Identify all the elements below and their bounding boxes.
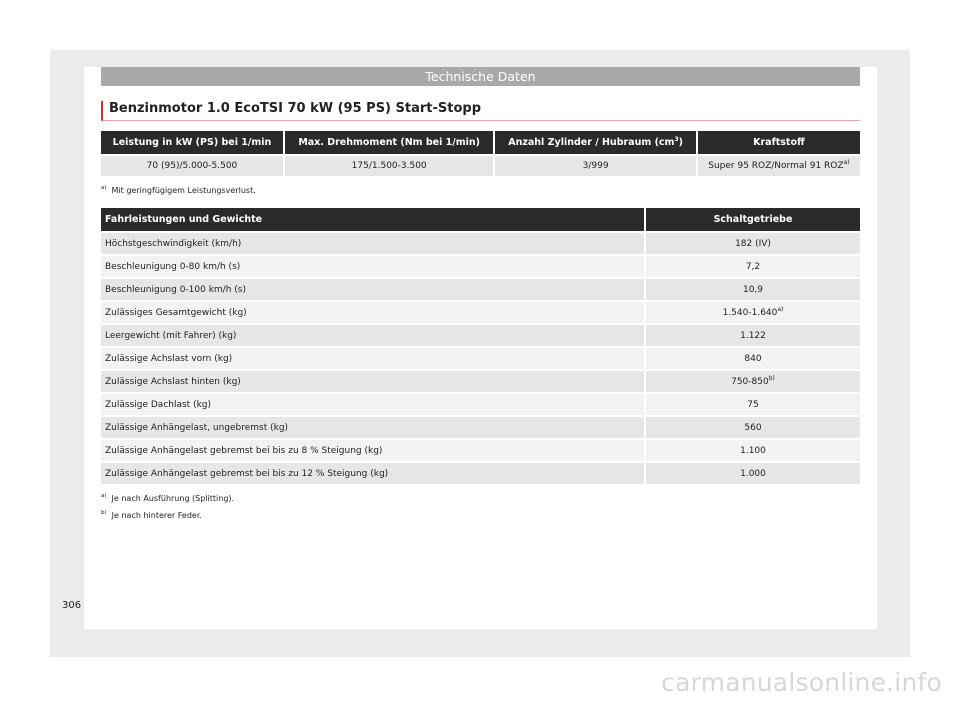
row-label: Zulässige Anhängelast gebremst bei bis zu 12 % Steigung (kg) (101, 463, 644, 486)
table-header-row (101, 208, 860, 233)
value-text: 1.122 (740, 330, 766, 341)
table-header-row (101, 131, 860, 156)
page-number: 306 (62, 600, 82, 611)
row-value (646, 348, 860, 371)
performance-footnote-b (101, 511, 202, 520)
engine-footnote (101, 186, 256, 195)
row-value (646, 417, 860, 440)
document-page (84, 67, 877, 629)
footnote-text: Je nach hinterer Feder. (111, 511, 202, 520)
column-header-performance: Fahrleistungen und Gewichte (101, 208, 644, 233)
footnote-marker: a) (101, 493, 107, 500)
performance-footnote-a (101, 494, 234, 503)
fuel-value: Super 95 ROZ/Normal 91 ROZ (708, 161, 844, 171)
value-text: 560 (744, 422, 762, 433)
value-text: 10,9 (742, 284, 764, 295)
value-text: 750-850 (731, 376, 769, 387)
table-row (101, 233, 860, 256)
row-label: Leergewicht (mit Fahrer) (kg) (101, 325, 644, 348)
cylinders-value: 3/999 (495, 156, 695, 176)
row-label: Höchstgeschwindigkeit (km/h) (101, 233, 644, 256)
row-value (646, 325, 860, 348)
footnote-text: Je nach Ausführung (Splitting). (111, 494, 235, 503)
row-label: Zulässige Dachlast (kg) (101, 394, 644, 417)
row-value (646, 440, 860, 463)
table-row (101, 371, 860, 394)
watermark-text: carmanualsonline.info (661, 668, 942, 697)
table-row (101, 463, 860, 486)
row-value (646, 256, 860, 279)
table-row (101, 325, 860, 348)
value-text: 1.000 (740, 468, 766, 479)
table-row (101, 256, 860, 279)
column-header-cylinders (495, 131, 695, 156)
power-value: 70 (95)/5.000-5.500 (101, 156, 283, 176)
row-value (646, 279, 860, 302)
row-label: Zulässige Achslast hinten (kg) (101, 371, 644, 394)
row-value (646, 302, 860, 325)
engine-title: Benzinmotor 1.0 EcoTSI 70 kW (95 PS) Start-Stopp (101, 101, 860, 121)
row-value (646, 463, 860, 486)
row-label: Zulässige Achslast vorn (kg) (101, 348, 644, 371)
table-row (101, 348, 860, 371)
engine-specs-table (99, 131, 862, 176)
section-header: Technische Daten (101, 67, 860, 86)
page-frame (50, 50, 910, 657)
column-header-transmission: Schaltgetriebe (646, 208, 860, 233)
value-footnote: a) (777, 305, 784, 313)
footnote-marker: b) (101, 510, 107, 517)
value-text: 7,2 (745, 261, 761, 272)
footnote-marker: a) (101, 185, 107, 192)
row-value (646, 371, 860, 394)
cylinders-header-text: Anzahl Zylinder / Hubraum (cm (508, 137, 675, 148)
row-value (646, 394, 860, 417)
column-header-fuel: Kraftstoff (698, 131, 860, 156)
footnote-text: Mit geringfügigem Leistungsverlust. (111, 186, 256, 195)
fuel-footnote-ref: a) (843, 159, 850, 166)
performance-weights-table (99, 208, 862, 486)
cylinders-header-suffix: ) (678, 137, 683, 148)
table-row (101, 394, 860, 417)
row-label: Beschleunigung 0-80 km/h (s) (101, 256, 644, 279)
column-header-torque: Max. Drehmoment (Nm bei 1/min) (285, 131, 493, 156)
row-label: Zulässige Anhängelast, ungebremst (kg) (101, 417, 644, 440)
value-text: 1.100 (740, 445, 766, 456)
fuel-cell (698, 156, 860, 176)
value-text: 1.540-1.640 (722, 307, 778, 318)
table-row (101, 440, 860, 463)
cylinders-header-superscript: 3 (674, 135, 679, 143)
table-row (101, 156, 860, 176)
table-row (101, 417, 860, 440)
value-text: 75 (747, 399, 759, 410)
torque-value: 175/1.500-3.500 (285, 156, 493, 176)
column-header-power: Leistung in kW (PS) bei 1/min (101, 131, 283, 156)
table-row (101, 302, 860, 325)
row-label: Zulässige Anhängelast gebremst bei bis zu 8 % Steigung (kg) (101, 440, 644, 463)
row-value (646, 233, 860, 256)
table-row (101, 279, 860, 302)
value-text: 182 (IV) (735, 238, 771, 249)
value-text: 840 (744, 353, 762, 364)
row-label: Beschleunigung 0-100 km/h (s) (101, 279, 644, 302)
row-label: Zulässiges Gesamtgewicht (kg) (101, 302, 644, 325)
value-footnote: b) (768, 374, 775, 382)
